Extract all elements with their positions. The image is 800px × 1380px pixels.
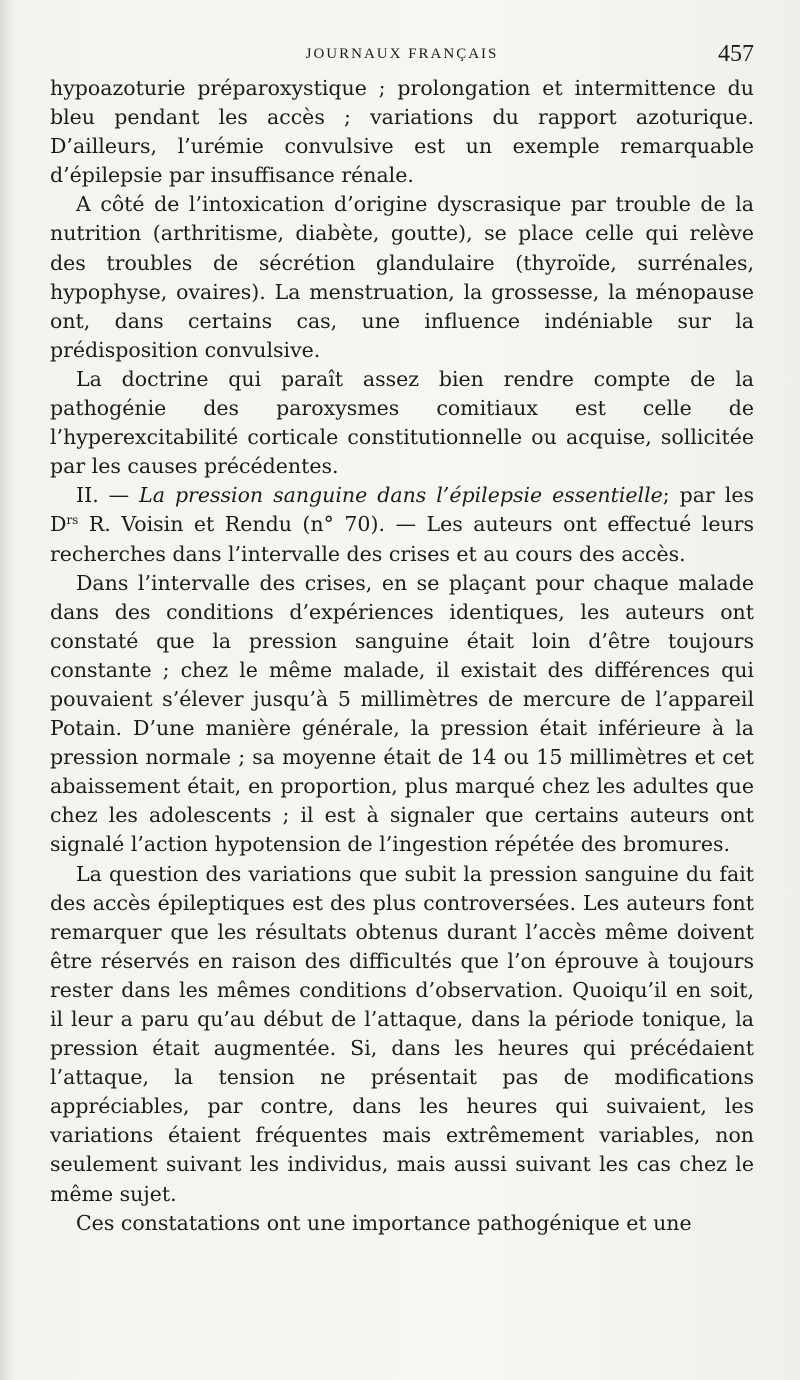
running-header	[50, 34, 754, 74]
section-byline: ; par les D	[50, 483, 754, 537]
section-text: R. Voisin et Rendu (n° 70). — Les auteurs ont effectué leurs recherches dans l’intervalle des crises et au cours des accès.	[50, 512, 754, 566]
section-title: La pression sanguine dans l’épilepsie essentielle	[139, 483, 663, 508]
paragraph: Ces constatations ont une importance pathogénique et une	[76, 1210, 692, 1235]
paragraph: hypoazoturie préparoxystique ; prolongation et intermittence du bleu pendant les accès ; variations du rapport azoturique. D’ailleurs, l’urémie convulsive est un exemple remarquable d’épilepsie par insuffisance rénale.	[50, 76, 754, 188]
paragraph: A côté de l’intoxication d’origine dyscrasique par trouble de la nutrition (arthritisme, diabète, goutte), se place celle qui relève des troubles de sécrétion glandulaire (thyroïde, surrénales, hypophyse, ovaires). La menstruation, la grossesse, la ménopause ont, dans certains cas, une influence indéniable sur la prédisposition convulsive.	[50, 192, 754, 362]
section-paragraph	[50, 481, 754, 568]
page-number: 457	[718, 41, 754, 67]
body-text	[50, 74, 754, 1238]
superscript: rs	[66, 513, 79, 528]
section-number: II. —	[76, 483, 140, 508]
paragraph: La question des variations que subit la pression sanguine du fait des accès épileptiques est des plus controversées. Les auteurs font remarquer que les résultats obtenus durant l’accès même doivent être réservés en raison des difficultés que l’on éprouve à toujours rester dans les mêmes conditions d’observation. Quoiqu’il en soit, il leur a paru qu’au début de l’attaque, dans la période tonique, la pression était augmentée. Si, dans les heures qui précédaient l’attaque, la tension ne présentait pas de modifications appréciables, par contre, dans les heures qui suivaient, les variations étaient fréquentes mais extrêmement variables, non seulement suivant les individus, mais aussi suivant les cas chez le même sujet.	[50, 861, 754, 1206]
paragraph: La doctrine qui paraît assez bien rendre compte de la pathogénie des paroxysmes comitiaux est celle de l’hyperexcitabilité corticale constitutionnelle ou acquise, sollicitée par les causes précédentes.	[50, 366, 754, 479]
running-title: JOURNAUX FRANÇAIS	[305, 46, 499, 62]
paragraph: Dans l’intervalle des crises, en se plaçant pour chaque malade dans des conditions d’expériences identiques, les auteurs ont constaté que la pression sanguine était loin d’être toujours constante ; chez le même malade, il existait des différences qui pouvaient s’élever jusqu’à 5 millimètres de mercure de l’appareil Potain. D’une manière générale, la pression était inférieure à la pression normale ; sa moyenne était de 14 ou 15 millimètres et cet abaissement était, en proportion, plus marqué chez les adultes que chez les adolescents ; il est à signaler que certains auteurs ont signalé l’action hypotension de l’ingestion répétée des bromures.	[50, 570, 754, 857]
